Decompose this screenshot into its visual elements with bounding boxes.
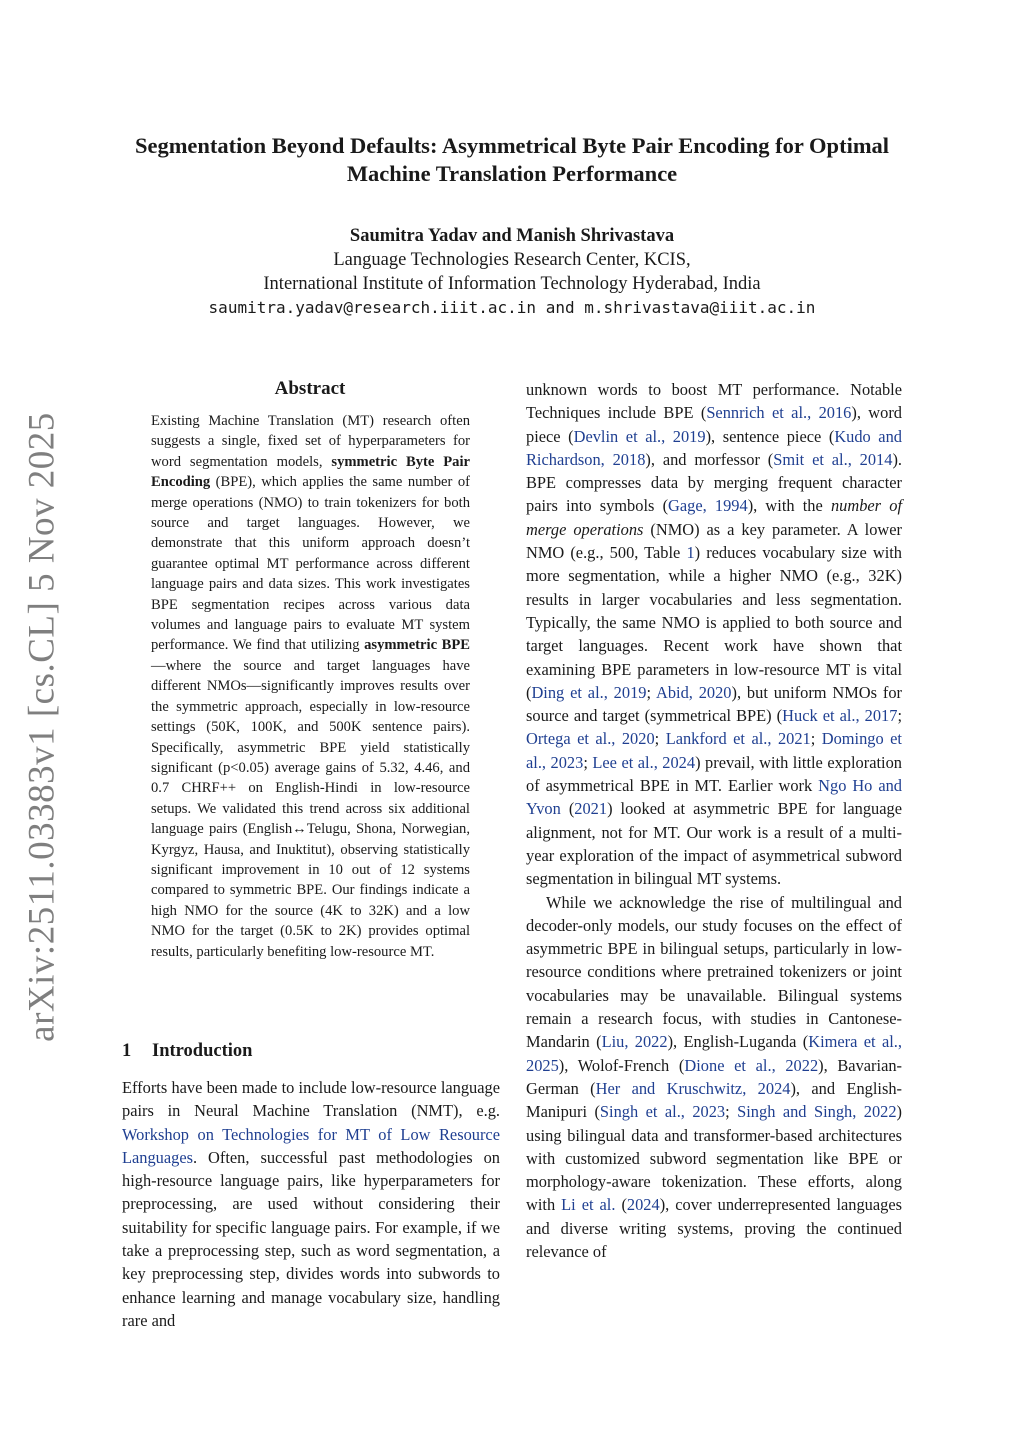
citation-link[interactable]: Workshop on Technologies for MT of Low Resource Languages (122, 1124, 500, 1167)
abstract-text: —where the source and target languages have different NMOs—significantly improves results over the symmetric approach, especially in low-resource settings (50K, 100K, and 500K sentence pairs). Specifically, asymmetric BPE yield statistically significant (p<0.05) average gains of 5.32, 4.46, and 0.7 CHRF++ on English-Hindi in low-resource setups. We validated this trend across six additional language pairs (English↔Telugu, Shona, Norwegian, Kyrgyz, Hausa, and Inuktitut), observing statistically significant improvement in 10 out of 12 systems compared to symmetric BPE. Our findings indicate a high NMO for the source (4K to 32K) and a low NMO for the target (0.5K to 2K) provides optimal results, particularly benefiting low-resource MT. (151, 657, 470, 960)
body-text: ( (560, 799, 575, 819)
section-number: 1 (122, 1041, 132, 1061)
body-text: While we acknowledge the rise of multilingual and decoder-only models, our study focuses on the effect of asymmetric BPE in bilingual setups, particularly in low-resource conditions where pretrained tokenizers or joint vocabularies may be unavailable. Bilingual systems remain a research focus, with studies in Cantonese-Mandarin ( (526, 892, 902, 1052)
citation-link[interactable]: Lee et al., 2024 (592, 752, 696, 772)
author-block (100, 224, 924, 320)
body-text: ) reduces vocabulary size with more segmentation, while a higher NMO (e.g., 32K) results in larger vocabularies and less segmentation. Typically, the same NMO is applied to both source and target languages. Recent work have shown that examining BPE parameters in low-resource MT is vital ( (526, 543, 902, 702)
citation-link[interactable]: Ngo Ho and Yvon (526, 776, 902, 819)
body-text: ), cover underrepresented languages and diverse writing systems, proving the continued relevance of (526, 1195, 902, 1261)
right-column-body (526, 378, 902, 1263)
citation-link[interactable]: Sennrich et al., 2016 (706, 403, 852, 423)
intro-paragraph (122, 1076, 500, 1332)
body-text: unknown words to boost MT performance. Notable Techniques include BPE ( (526, 380, 902, 423)
citation-link[interactable]: Dione et al., 2022 (684, 1055, 819, 1075)
citation-link[interactable]: Smit et al., 2014 (773, 449, 893, 469)
table-reference-link[interactable]: 1 (686, 543, 695, 563)
body-text: ), sentence piece ( (705, 426, 835, 446)
body-text: ; (897, 706, 902, 726)
body-text: (NMO) as a key parameter. A lower NMO (e.g., 500, Table (526, 519, 902, 563)
arxiv-identifier-text: arXiv:2511.03383v1 [cs.CL] 5 Nov 2025 (21, 412, 63, 1042)
body-text: . Often, successful past methodologies on high-resource language pairs, like hyperparameters for preprocessing, are used without considering their suitability for specific language pairs. For example, if we take a preprocessing step, such as word segmentation, a key preprocessing step, divides words into subwords to enhance learning and manage vocabulary size, handling rare and (122, 1147, 500, 1330)
citation-link[interactable]: Li et al. (561, 1195, 616, 1215)
body-text: ), Bavarian-German ( (526, 1055, 902, 1098)
body-text: ), Wolof-French ( (558, 1055, 685, 1075)
citation-link[interactable]: 2024 (626, 1195, 660, 1215)
abstract-bold: asymmetric BPE (364, 637, 470, 654)
body-text: ; (654, 729, 666, 749)
email-2[interactable]: m.shrivastava@iiit.ac.in (584, 298, 816, 317)
body-text: ) prevail, with little exploration of asymmetrical BPE in MT. Earlier work (526, 752, 902, 796)
citation-link[interactable]: Kimera et al., 2025 (526, 1032, 902, 1075)
paper-title: Segmentation Beyond Defaults: Asymmetrical Byte Pair Encoding for Optimal Machine Translation Performance (134, 133, 890, 186)
body-text: ), word piece ( (526, 403, 902, 446)
citation-link[interactable]: Singh and Singh, 2022 (737, 1102, 897, 1122)
affiliation-line-1: Language Technologies Research Center, KCIS, (333, 250, 691, 270)
author-names: Saumitra Yadav and Manish Shrivastava (349, 226, 675, 246)
body-text: ; (810, 729, 822, 749)
left-column-body (122, 1076, 500, 1332)
section-title: Introduction (152, 1041, 253, 1061)
citation-link[interactable]: Gage, 1994 (668, 496, 748, 516)
abstract-text: (BPE), which applies the same number of merge operations (NMO) to train tokenizers for both source and target languages. However, we demonstrate that this uniform approach doesn’t guarantee optimal MT performance across different language pairs and data sizes. This work investigates BPE segmentation recipes across various data volumes and language pairs to evaluate MT system performance. We find that utilizing (151, 474, 470, 654)
body-text: ). BPE compresses data by merging frequent character pairs into symbols ( (526, 449, 902, 516)
citation-link[interactable]: Huck et al., 2017 (782, 706, 898, 726)
abstract-bold: symmetric Byte Pair Encoding (151, 453, 471, 491)
body-paragraph (526, 891, 902, 1264)
body-text: ), and English-Manipuri ( (526, 1078, 902, 1122)
citation-link[interactable]: Abid, 2020 (655, 682, 732, 702)
citation-link[interactable]: Singh et al., 2023 (599, 1102, 726, 1122)
citation-link[interactable]: Lankford et al., 2021 (665, 729, 811, 749)
citation-link[interactable]: Liu, 2022 (601, 1032, 668, 1052)
body-text: Efforts have been made to include low-resource language pairs in Neural Machine Translation (NMT), e.g. (122, 1078, 500, 1121)
email-1[interactable]: saumitra.yadav@research.iiit.ac.in (208, 298, 537, 317)
body-text: ; (725, 1102, 738, 1122)
email-separator: and (545, 298, 575, 317)
emphasis-text: number of merge operations (526, 496, 902, 539)
citation-link[interactable]: 2021 (574, 799, 608, 819)
citation-link[interactable]: Ding et al., 2019 (531, 682, 647, 702)
body-text: ; (583, 752, 593, 772)
body-text: ( (615, 1195, 627, 1215)
body-text: ; (646, 682, 656, 702)
section-heading-introduction (122, 1041, 498, 1062)
abstract-body (151, 411, 470, 962)
body-text: ), but uniform NMOs for source and target (symmetrical BPE) ( (526, 682, 902, 726)
abstract-text: Existing Machine Translation (MT) research often suggests a single, fixed set of hyperparameters for word segmentation models, (151, 413, 470, 470)
body-text: ), with the (747, 496, 831, 516)
citation-link[interactable]: Kudo and Richardson, 2018 (526, 426, 902, 469)
body-text: ) looked at asymmetric BPE for language alignment, not for MT. Our work is a result of a multi-year exploration of the impact of asymmetrical subword segmentation in bilingual MT systems. (526, 799, 902, 889)
affiliation-line-2: International Institute of Information Technology Hyderabad, India (263, 274, 761, 294)
abstract-heading: Abstract (274, 378, 346, 399)
citation-link[interactable]: Ortega et al., 2020 (526, 729, 655, 749)
citation-link[interactable]: Devlin et al., 2019 (573, 426, 706, 446)
citation-link[interactable]: Domingo et al., 2023 (526, 729, 902, 772)
body-text: ), and morfessor ( (645, 449, 774, 469)
body-text: ), English-Luganda ( (667, 1032, 809, 1052)
body-paragraph (526, 378, 902, 891)
body-text: ) using bilingual data and transformer-based architectures with customized subword segmentation like BPE or morphology-aware tokenization. These efforts, along with (526, 1102, 902, 1215)
arxiv-identifier (12, 412, 72, 1042)
author-emails (100, 296, 924, 320)
citation-link[interactable]: Her and Kruschwitz, 2024 (595, 1078, 791, 1098)
